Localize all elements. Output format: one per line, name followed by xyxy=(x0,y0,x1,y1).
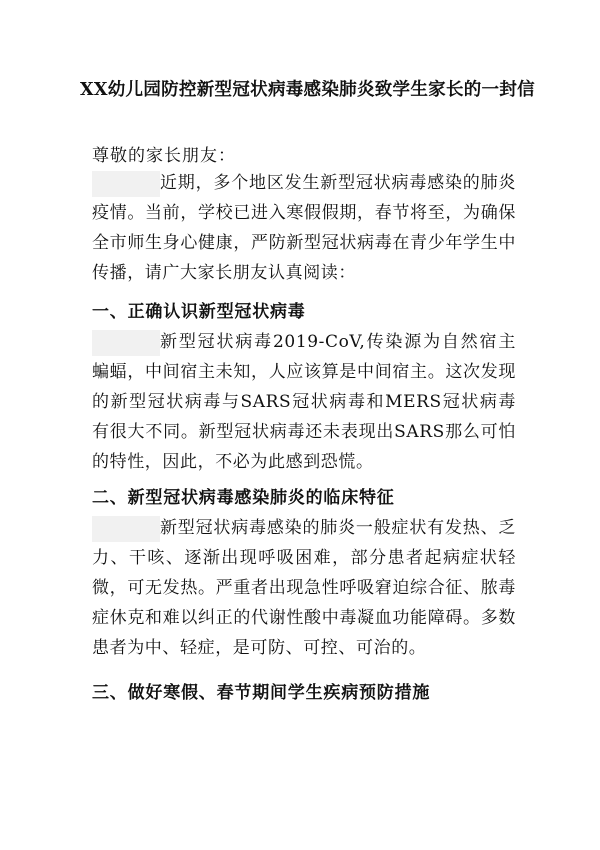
section-body-2: 新型冠状病毒感染的肺炎一般症状有发热、乏力、干咳、逐渐出现呼吸困难，部分患者起病症状轻微，可无发热。严重者出现急性呼吸窘迫综合征、脓毒症休克和难以纠正的代谢性酸中毒凝血功能障碍。多数患者为中、轻症，是可防、可控、可治的。 xyxy=(92,518,516,658)
section-heading-1: 一、正确认识新型冠状病毒 xyxy=(92,302,306,322)
intro-paragraph: 近期，多个地区发生新型冠状病毒感染的肺炎疫情。当前，学校已进入寒假假期，春节将至，为确保全市师生身心健康，严防新型冠状病毒在青少年学生中传播，请广大家长朋友认真阅读： xyxy=(92,173,516,283)
section-body-1: 新型冠状病毒2019-CoV,传染源为自然宿主蝙蝠，中间宿主未知，人应该算是中间宿主。这次发现的新型冠状病毒与SARS冠状病毒和MERS冠状病毒有很大不同。新型冠状病毒还未表现出SARS那么可怕的特性，因此，不必为此感到恐慌。 xyxy=(92,332,516,472)
section-heading-2: 二、新型冠状病毒感染肺炎的临床特征 xyxy=(92,488,395,508)
section-heading-3: 三、做好寒假、春节期间学生疾病预防措施 xyxy=(92,683,431,703)
letter-greeting: 尊敬的家长朋友： xyxy=(92,146,236,166)
letter-title: XX幼儿园防控新型冠状病毒感染肺炎致学生家长的一封信 xyxy=(80,80,535,100)
